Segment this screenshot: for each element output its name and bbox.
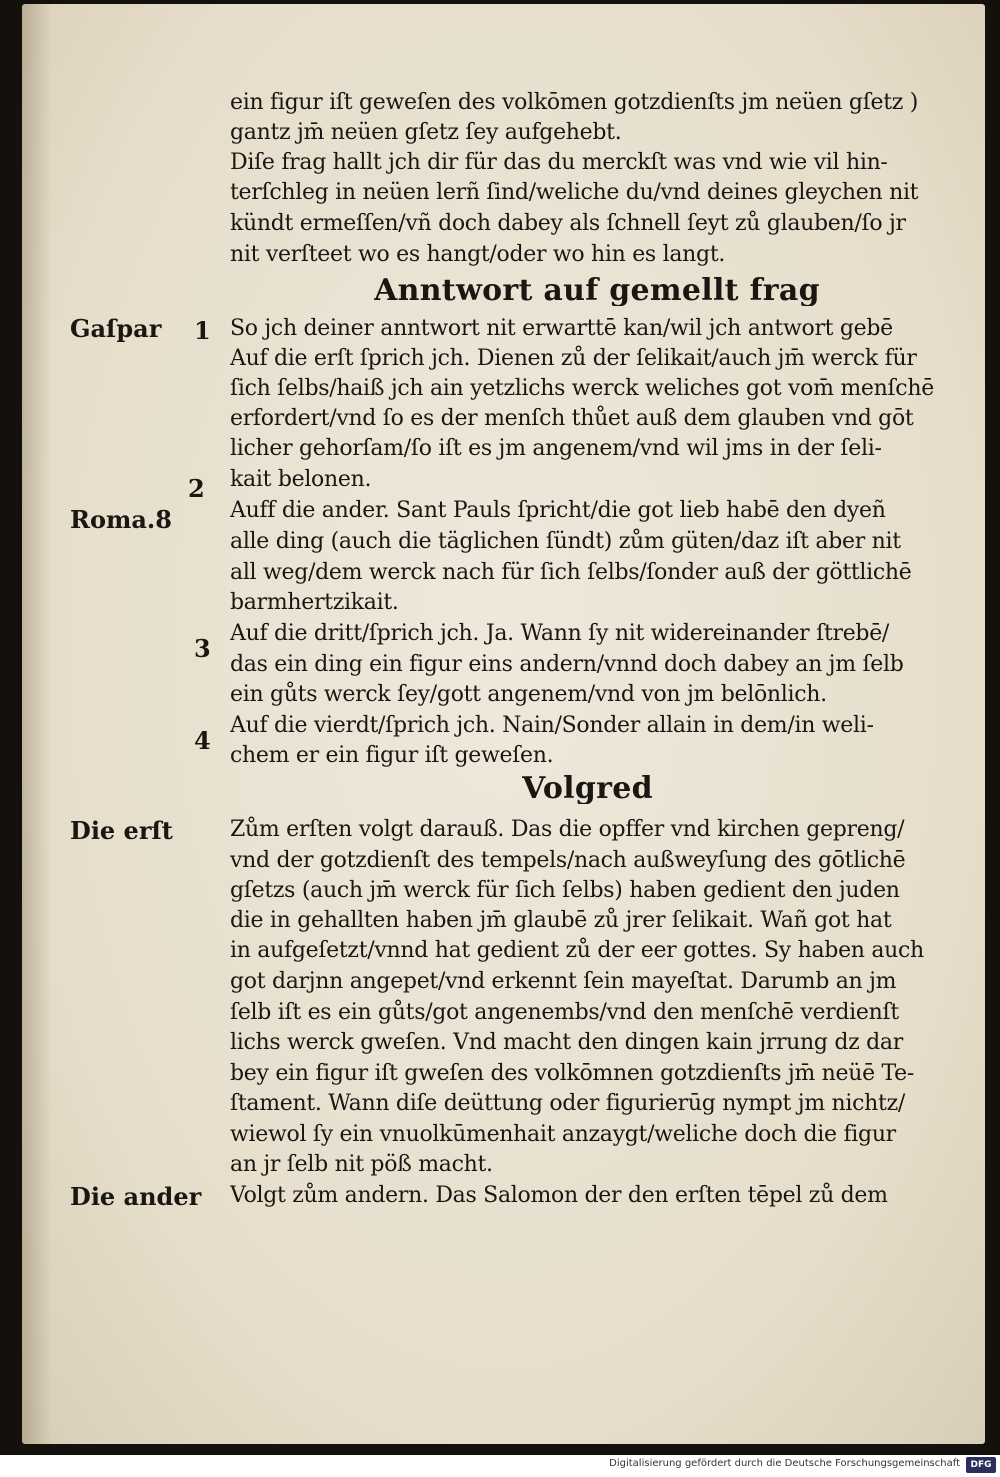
section-heading-antwort: Anntwort auf gemellt frag [374, 276, 820, 306]
text-line: ſich ſelbs/haiß jch ain yetzlichs werck weliches got vom̄ menſchē [230, 376, 934, 401]
text-line: vnd der gotzdienſt des tempels/nach außweyſung des gōtlichē [230, 848, 906, 873]
margin-number: 1 [194, 316, 211, 345]
text-line: Diſe frag hallt jch dir für das du merckſt was vnd wie vil hin- [230, 150, 888, 175]
text-line: Auf die vierdt/ſprich jch. Nain/Sonder allain in dem/in weli- [230, 713, 874, 738]
margin-number: 2 [188, 474, 205, 503]
text-line: barmhertzikait. [230, 590, 399, 615]
margin-note-roma: Roma.8 [70, 505, 172, 534]
text-line: die in gehallten haben jm̄ glaubē zů jrer ſelikait. Wañ got hat [230, 908, 892, 933]
text-line: gantz jm̄ neüen gſetz ſey aufgehebt. [230, 120, 622, 145]
text-line: ſtament. Wann diſe deüttung oder figurierūg nympt jm nichtz/ [230, 1091, 905, 1116]
margin-note-die-erst: Die erſt [70, 816, 173, 845]
margin-number: 4 [194, 726, 211, 755]
footer-bar [0, 1455, 1000, 1477]
footer-credit: Digitalisierung gefördert durch die Deutsche Forschungsgemeinschaft [609, 1458, 960, 1469]
text-line: bey ein figur iſt gweſen des volkōmnen gotzdienſts jm̄ neüē Te- [230, 1061, 915, 1086]
text-line: lichs werck gweſen. Vnd macht den dingen kain jrrung dz dar [230, 1030, 903, 1055]
text-line: erfordert/vnd ſo es der menſch thůet auß dem glauben vnd gōt [230, 406, 914, 431]
text-line: Volgt zům andern. Das Salomon der den erſten tēpel zů dem [230, 1183, 888, 1208]
text-line: ein gůts werck ſey/gott angenem/vnd von jm belōnlich. [230, 682, 827, 707]
text-line: Auf die erſt ſprich jch. Dienen zů der ſelikait/auch jm̄ werck für [230, 346, 917, 371]
text-line: gſetzs (auch jm̄ werck für ſich ſelbs) haben gedient den juden [230, 878, 900, 903]
text-line: nit verſteet wo es hangt/oder wo hin es langt. [230, 242, 726, 267]
dfg-logo: DFG [966, 1457, 996, 1473]
page-spine-shadow [22, 4, 52, 1444]
margin-note-gaspar: Gaſpar [70, 314, 162, 343]
text-line: alle ding (auch die täglichen ſündt) zům güten/daz iſt aber nit [230, 529, 901, 554]
margin-note-die-ander: Die ander [70, 1182, 202, 1211]
text-line: got darjnn angepet/vnd erkennt ſein mayeſtat. Darumb an jm [230, 969, 897, 994]
text-line: licher gehorſam/ſo iſt es jm angenem/vnd wil jms in der ſeli- [230, 436, 882, 461]
text-line: Auf die dritt/ſprich jch. Ja. Wann ſy nit widereinander ſtrebē/ [230, 621, 890, 646]
margin-number: 3 [194, 634, 211, 663]
text-line: an jr ſelb nit pöß macht. [230, 1152, 493, 1177]
text-line: Auff die ander. Sant Pauls ſpricht/die got lieb habē den dyeñ [230, 498, 886, 523]
text-line: kait belonen. [230, 467, 372, 492]
section-heading-volgred: Volgred [522, 774, 653, 804]
text-line: all weg/dem werck nach für ſich ſelbs/ſonder auß der göttlichē [230, 560, 912, 585]
text-line: wiewol ſy ein vnuolkūmenhait anzaygt/weliche doch die figur [230, 1122, 896, 1147]
text-line: kündt ermeſſen/vñ doch dabey als ſchnell ſeyt zů glauben/ſo jr [230, 211, 906, 236]
text-line: in aufgeſetzt/vnnd hat gedient zů der eer gottes. Sy haben auch [230, 938, 924, 963]
book-page [22, 4, 985, 1444]
text-line: So jch deiner anntwort nit erwarttē kan/wil jch antwort gebē [230, 316, 893, 341]
text-line: das ein ding ein figur eins andern/vnnd doch dabey an jm ſelb [230, 652, 904, 677]
text-line: terſchleg in neüen lerñ ſind/weliche du/vnd deines gleychen nit [230, 180, 919, 205]
text-line: chem er ein figur iſt geweſen. [230, 743, 554, 768]
text-line: ein figur iſt geweſen des volkōmen gotzdienſts jm neüen gſetz ) [230, 90, 919, 115]
text-line: ſelb iſt es ein gůts/got angenembs/vnd den menſchē verdienſt [230, 1000, 899, 1025]
text-line: Zům erſten volgt darauß. Das die opffer vnd kirchen gepreng/ [230, 817, 905, 842]
